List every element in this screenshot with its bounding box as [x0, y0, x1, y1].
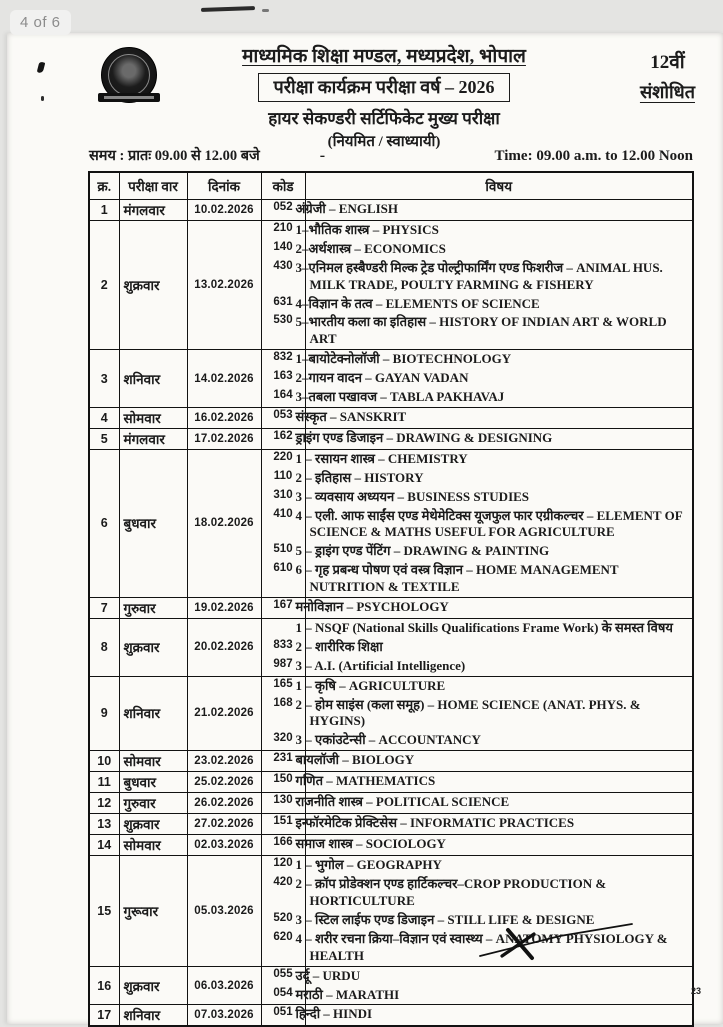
day-cell: शनिवार: [119, 1005, 187, 1027]
sr-cell: 7: [89, 598, 119, 619]
subject-cell: 1–बायोटेक्नोलॉजी – BIOTECHNOLOGY: [305, 350, 693, 369]
seal-ring-icon: [108, 54, 150, 96]
sr-cell: 13: [89, 814, 119, 835]
day-cell: शुक्रवार: [119, 619, 187, 677]
code-cell: 610: [261, 561, 305, 597]
timetable-row: [89, 814, 693, 835]
sr-cell: 9: [89, 676, 119, 751]
code-cell: 168: [261, 696, 305, 732]
date-cell: 10.02.2026: [187, 200, 261, 221]
org-title: माध्यमिक शिक्षा मण्डल, मध्यप्रदेश, भोपाल: [242, 46, 526, 67]
sr-cell: 3: [89, 350, 119, 408]
date-cell: 05.03.2026: [187, 856, 261, 966]
class-label: 12वीं: [650, 52, 685, 73]
subject-cell: 3 – व्यवसाय अध्ययन – BUSINESS STUDIES: [305, 488, 693, 507]
timetable: [88, 171, 694, 1027]
timetable-row: [89, 966, 693, 985]
date-cell: 25.02.2026: [187, 772, 261, 793]
subject-cell: 1 – भुगोल – GEOGRAPHY: [305, 856, 693, 875]
code-cell: 130: [261, 793, 305, 814]
day-cell: सोमवार: [119, 751, 187, 772]
date-cell: 16.02.2026: [187, 407, 261, 428]
code-cell: 420: [261, 875, 305, 911]
code-cell: 053: [261, 407, 305, 428]
code-cell: 620: [261, 930, 305, 966]
code-cell: 530: [261, 313, 305, 349]
day-cell: शुक्रवार: [119, 221, 187, 350]
viewer-page-indicator: 4 of 6: [10, 10, 71, 35]
sr-cell: 8: [89, 619, 119, 677]
day-cell: बुधवार: [119, 772, 187, 793]
code-cell: 165: [261, 676, 305, 695]
subject-cell: 2–अर्थशास्त्र – ECONOMICS: [305, 240, 693, 259]
subject-cell: 1–भौतिक शास्त्र – PHYSICS: [305, 221, 693, 240]
timetable-body: [89, 200, 693, 1027]
code-cell: 167: [261, 598, 305, 619]
subject-cell: ड्राइंग एण्ड डिजाइन – DRAWING & DESIGNING: [305, 428, 693, 449]
sr-cell: 2: [89, 221, 119, 350]
sr-cell: 12: [89, 793, 119, 814]
code-cell: 231: [261, 751, 305, 772]
subject-cell: 6 – गृह प्रबन्ध पोषण एवं वस्त्र विज्ञान – HOME MANAGEMENT NUTRITION & TEXTILE: [305, 561, 693, 597]
subject-cell: 3–एनिमल हस्बैण्डरी मिल्क ट्रेड पोल्ट्रीफार्मिंग एण्ड फिशरीज – ANIMAL HUS. MILK TRADE, POULTY FARMING & FISHERY: [305, 259, 693, 295]
code-cell: 151: [261, 814, 305, 835]
subject-cell: 3 – एकांउटेन्सी – ACCOUNTANCY: [305, 731, 693, 750]
date-cell: 17.02.2026: [187, 428, 261, 449]
col-header-day: परीक्षा वार: [119, 172, 187, 200]
subject-cell: 2 – शारीरिक शिक्षा: [305, 638, 693, 657]
subject-cell: 3 – A.I. (Artificial Intelligence): [305, 657, 693, 676]
timetable-row: [89, 772, 693, 793]
day-cell: गुरुवार: [119, 793, 187, 814]
day-cell: गुरुवार: [119, 598, 187, 619]
code-cell: 833: [261, 638, 305, 657]
subject-cell: 2 – होम साइंस (कला समूह) – HOME SCIENCE (ANAT. PHYS. & HYGINS): [305, 696, 693, 732]
subject-cell: 4 – शरीर रचना क्रिया–विज्ञान एवं स्वास्थ्य – ANATOMY PHYSIOLOGY & HEALTH: [305, 930, 693, 966]
day-cell: शनिवार: [119, 676, 187, 751]
timetable-row: [89, 221, 693, 240]
time-separator: -: [319, 147, 326, 164]
sr-cell: 5: [89, 428, 119, 449]
timetable-row: [89, 676, 693, 695]
subject-cell: राजनीति शास्त्र – POLITICAL SCIENCE: [305, 793, 693, 814]
code-cell: 166: [261, 835, 305, 856]
timetable-row: [89, 200, 693, 221]
timetable-row: [89, 835, 693, 856]
sr-cell: 1: [89, 200, 119, 221]
timetable-row: [89, 856, 693, 875]
date-cell: 21.02.2026: [187, 676, 261, 751]
date-cell: 06.03.2026: [187, 966, 261, 1005]
time-row: [89, 145, 693, 165]
scan-artifact-ink-dot: [41, 96, 44, 101]
date-cell: 02.03.2026: [187, 835, 261, 856]
subject-cell: 2 – क्रॉप प्रोडेक्शन एण्ड हार्टिकल्चर–CROP PRODUCTION & HORTICULTURE: [305, 875, 693, 911]
col-header-sr: क्र.: [89, 172, 119, 200]
subject-cell: गणित – MATHEMATICS: [305, 772, 693, 793]
subject-cell: मराठी – MARATHI: [305, 986, 693, 1005]
code-cell: 220: [261, 449, 305, 468]
sr-cell: 11: [89, 772, 119, 793]
code-cell: 140: [261, 240, 305, 259]
exam-program-box: परीक्षा कार्यक्रम परीक्षा वर्ष – 2026: [258, 73, 509, 102]
timetable-row: [89, 350, 693, 369]
code-cell: 430: [261, 259, 305, 295]
subject-cell: 5–भारतीय कला का इतिहास – HISTORY OF INDIAN ART & WORLD ART: [305, 313, 693, 349]
subject-cell: हिन्दी – HINDI: [305, 1005, 693, 1027]
code-cell: 120: [261, 856, 305, 875]
col-header-date: दिनांक: [187, 172, 261, 200]
day-cell: सोमवार: [119, 835, 187, 856]
timetable-row: [89, 793, 693, 814]
subject-cell: बायलॉजी – BIOLOGY: [305, 751, 693, 772]
day-cell: शुक्रवार: [119, 966, 187, 1005]
subject-cell: 2 – इतिहास – HISTORY: [305, 469, 693, 488]
code-cell: 162: [261, 428, 305, 449]
code-cell: 164: [261, 388, 305, 407]
subject-cell: इन्फॉरमेटिक प्रेक्टिसेस – INFORMATIC PRACTICES: [305, 814, 693, 835]
code-cell: 510: [261, 542, 305, 561]
sr-cell: 17: [89, 1005, 119, 1027]
day-cell: शुक्रवार: [119, 814, 187, 835]
day-cell: बुधवार: [119, 449, 187, 597]
subject-cell: 1 – NSQF (National Skills Qualifications Frame Work) के समस्त विषय: [305, 619, 693, 638]
day-cell: मंगलवार: [119, 428, 187, 449]
exam-timetable-table: [88, 171, 694, 1027]
timetable-row: [89, 598, 693, 619]
code-cell: 832: [261, 350, 305, 369]
timetable-row: [89, 1005, 693, 1027]
subject-cell: 3–तबला पखावज – TABLA PAKHAVAJ: [305, 388, 693, 407]
timetable-row: [89, 619, 693, 638]
sr-cell: 10: [89, 751, 119, 772]
subject-cell: 4 – एली. आफ साईंस एण्ड मेथेमेटिक्स यूजफुल फार एग्रीकल्चर – ELEMENT OF SCIENCE & MATHS USEFUL FOR AGRICULTURE: [305, 507, 693, 543]
sr-cell: 6: [89, 449, 119, 597]
subject-cell: 1 – रसायन शास्त्र – CHEMISTRY: [305, 449, 693, 468]
code-cell: 150: [261, 772, 305, 793]
subject-cell: उर्दू – URDU: [305, 966, 693, 985]
table-header-row: [89, 172, 693, 200]
subject-cell: 3 – स्टिल लाईफ एण्ड डिजाइन – STILL LIFE & DESIGNE: [305, 911, 693, 930]
code-cell: 210: [261, 221, 305, 240]
date-cell: 13.02.2026: [187, 221, 261, 350]
page-number: 23: [690, 986, 701, 996]
subject-cell: संस्कृत – SANSKRIT: [305, 407, 693, 428]
timetable-row: [89, 751, 693, 772]
date-cell: 20.02.2026: [187, 619, 261, 677]
time-english: Time: 09.00 a.m. to 12.00 Noon: [494, 148, 693, 164]
subject-cell: समाज शास्त्र – SOCIOLOGY: [305, 835, 693, 856]
time-hindi: समय : प्रातः 09.00 से 12.00 बजे: [89, 148, 260, 164]
code-cell: 320: [261, 731, 305, 750]
scan-artifact-dot: [262, 9, 269, 12]
day-cell: मंगलवार: [119, 200, 187, 221]
code-cell: 054: [261, 986, 305, 1005]
code-cell: 110: [261, 469, 305, 488]
date-cell: 27.02.2026: [187, 814, 261, 835]
code-cell: 051: [261, 1005, 305, 1027]
exam-name: हायर सेकण्डरी सर्टिफिकेट मुख्य परीक्षा: [268, 109, 500, 128]
day-cell: शनिवार: [119, 350, 187, 408]
code-cell: 055: [261, 966, 305, 985]
code-cell: 163: [261, 369, 305, 388]
timetable-row: [89, 407, 693, 428]
code-cell: 410: [261, 507, 305, 543]
subject-cell: 4–विज्ञान के तत्व – ELEMENTS OF SCIENCE: [305, 295, 693, 314]
date-cell: 18.02.2026: [187, 449, 261, 597]
document-header: [150, 42, 618, 151]
date-cell: 26.02.2026: [187, 793, 261, 814]
subject-cell: 2–गायन वादन – GAYAN VADAN: [305, 369, 693, 388]
subject-cell: अंग्रेजी – ENGLISH: [305, 200, 693, 221]
exam-mode: (नियमित / स्वाध्यायी): [327, 134, 441, 150]
code-cell: 520: [261, 911, 305, 930]
code-cell: 631: [261, 295, 305, 314]
scan-artifact-dash: [201, 6, 255, 12]
sr-cell: 16: [89, 966, 119, 1005]
timetable-row: [89, 449, 693, 468]
pen-x-mark: [468, 914, 640, 964]
sr-cell: 4: [89, 407, 119, 428]
date-cell: 07.03.2026: [187, 1005, 261, 1027]
col-header-subject: विषय: [305, 172, 693, 200]
sr-cell: 15: [89, 856, 119, 966]
timetable-row: [89, 428, 693, 449]
subject-cell: 5 – ड्राइंग एण्ड पेंटिंग – DRAWING & PAINTING: [305, 542, 693, 561]
subject-cell: मनोविज्ञान – PSYCHOLOGY: [305, 598, 693, 619]
col-header-code: कोड: [261, 172, 305, 200]
date-cell: 23.02.2026: [187, 751, 261, 772]
subject-cell: 1 – कृषि – AGRICULTURE: [305, 676, 693, 695]
day-cell: सोमवार: [119, 407, 187, 428]
day-cell: गुरूवार: [119, 856, 187, 966]
revised-label: संशोधित: [639, 82, 695, 102]
class-revision-block: [640, 48, 695, 104]
date-cell: 19.02.2026: [187, 598, 261, 619]
sr-cell: 14: [89, 835, 119, 856]
code-cell: 310: [261, 488, 305, 507]
date-cell: 14.02.2026: [187, 350, 261, 408]
code-cell: 987: [261, 657, 305, 676]
code-cell: 052: [261, 200, 305, 221]
